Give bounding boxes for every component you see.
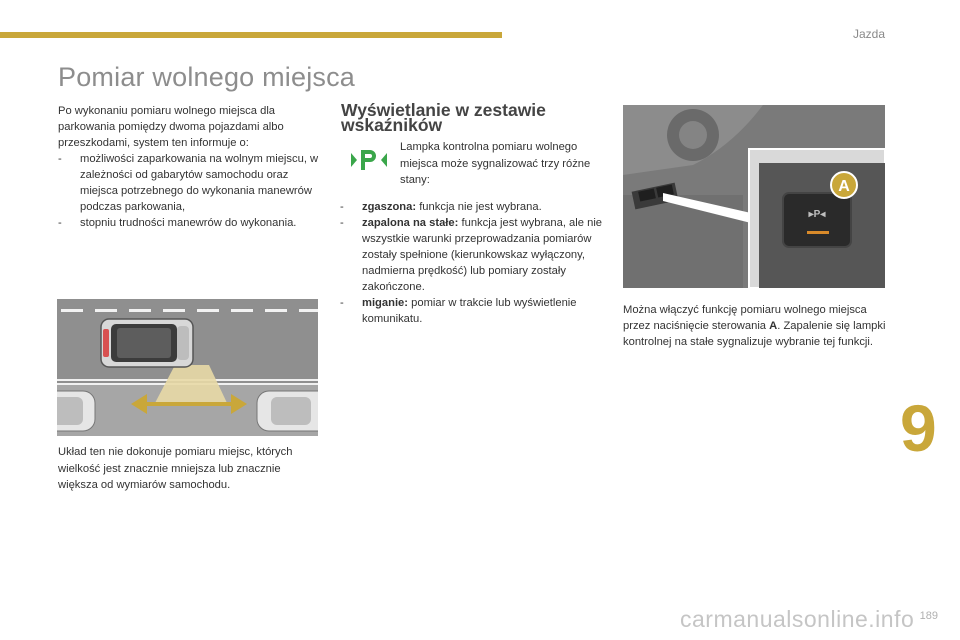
list-item: - miganie: pomiar w trakcie lub wyświetlenie komunikatu. <box>340 297 577 325</box>
chapter-number: 9 <box>900 391 937 465</box>
list-item: - stopniu trudności manewrów do wykonania. <box>58 217 297 229</box>
callout-label: A <box>838 178 850 195</box>
info-list <box>58 151 320 231</box>
right-column <box>623 302 888 350</box>
left-column <box>58 103 320 231</box>
list-item: - zgaszona: funkcja nie jest wybrana. <box>340 201 542 213</box>
section-heading: Wyświetlanie w zestawie wskaźników <box>341 100 546 135</box>
middle-column <box>340 199 605 327</box>
page-title: Pomiar wolnego miejsca <box>58 62 356 92</box>
list-item: - zapalona na stałe: funkcja jest wybrana, ale nie wszystkie warunki przeprowadzania pomiarów zostały spełnione (kierunkowskaz wyłączony, nadmierna prędkość) lub pomiary zostały zakończone. <box>340 217 603 293</box>
parking-illustration <box>57 299 318 436</box>
lamp-states-list <box>340 199 605 327</box>
top-accent-bar <box>0 32 502 38</box>
svg-text:▸P◂: ▸P◂ <box>808 209 826 220</box>
lamp-description: Lampka kontrolna pomiaru wolnego miejsca może sygnalizować trzy różne stany: <box>400 141 591 186</box>
measurement-limits-text: Układ ten nie dokonuje pomiaru miejsc, których wielkość jest znacznie mniejsza lub znacznie większa od wymiarów samochodu. <box>58 446 293 491</box>
page-number: 189 <box>919 610 938 622</box>
control-description: Można włączyć funkcję pomiaru wolnego miejsca przez naciśnięcie sterowania A. Zapalenie się lampki kontrolnej na stałe sygnalizuje wybranie tej funkcji. <box>623 304 886 348</box>
dashboard-illustration <box>623 105 885 288</box>
section-label: Jazda <box>852 27 885 41</box>
list-item: - możliwości zaparkowania na wolnym miejscu, w zależności od gabarytów samochodu oraz miejsca potrzebnego do wykonania manewrów podczas parkowania, <box>58 153 319 213</box>
parking-space-lamp-icon <box>349 147 389 173</box>
watermark: carmanualsonline.info <box>680 606 915 632</box>
intro-text: Po wykonaniu pomiaru wolnego miejsca dla parkowania pomiędzy dwoma pojazdami albo przeszkodami, system ten informuje o: <box>58 105 284 149</box>
